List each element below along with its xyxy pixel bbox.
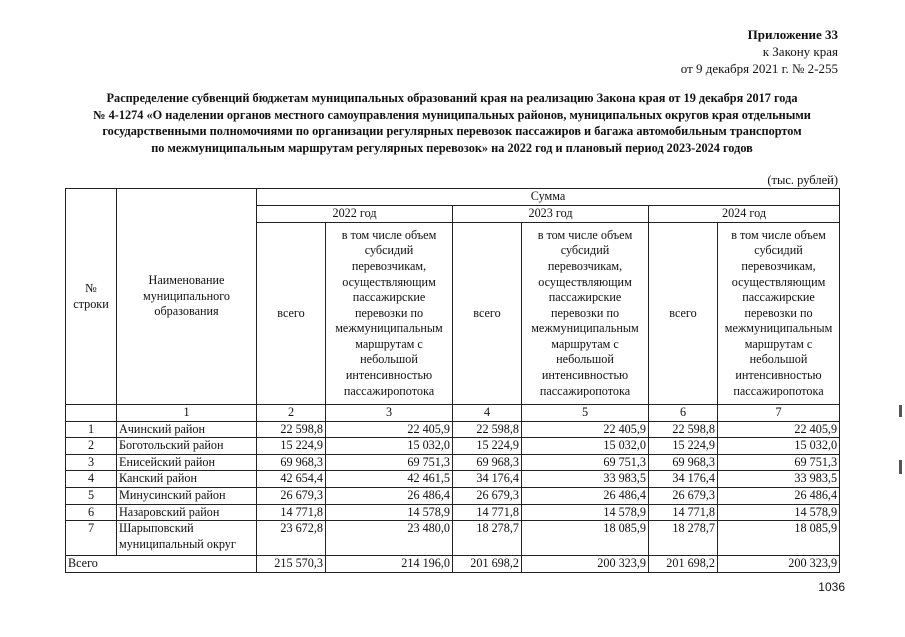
total-value: 215 570,3: [257, 556, 326, 573]
value-cell: 15 032,0: [718, 438, 840, 455]
header-subsidy-2023: в том числе объем субсидий перевозчикам, осуществляющим пассажирские перевозки по межмуниципальным маршрутам с небольшой интенсивностью пассажиропотока: [522, 223, 649, 405]
value-cell: 18 278,7: [649, 521, 718, 556]
value-cell: 14 578,9: [718, 504, 840, 521]
value-cell: 34 176,4: [453, 471, 522, 488]
value-cell: 69 751,3: [326, 454, 453, 471]
appendix-law: к Закону края: [762, 44, 838, 59]
value-cell: 14 578,9: [326, 504, 453, 521]
value-cell: 26 486,4: [326, 487, 453, 504]
row-name: Боготольский район: [117, 438, 257, 455]
row-name: Ачинский район: [117, 421, 257, 438]
header-row-number: № строки: [66, 189, 117, 405]
row-number: 2: [66, 438, 117, 455]
value-cell: 23 672,8: [257, 521, 326, 556]
value-cell: 15 032,0: [522, 438, 649, 455]
value-cell: 26 486,4: [522, 487, 649, 504]
col-num: 7: [718, 405, 840, 422]
col-num-empty: [66, 405, 117, 422]
row-number: 4: [66, 471, 117, 488]
table-row: [66, 487, 840, 504]
value-cell: 34 176,4: [649, 471, 718, 488]
header-name: Наименование муниципального образования: [117, 189, 257, 405]
document-title: [66, 90, 838, 156]
table-row: [66, 521, 840, 556]
title-line-3: государственными полномочиями по организации регулярных перевозок пассажиров и багажа автомобильным транспортом: [102, 124, 802, 138]
total-value: 201 698,2: [453, 556, 522, 573]
scan-mark-1: [899, 405, 902, 417]
column-number-row: [66, 405, 840, 422]
value-cell: 33 983,5: [522, 471, 649, 488]
total-label: Всего: [66, 556, 257, 573]
table-row: [66, 504, 840, 521]
col-num: 4: [453, 405, 522, 422]
value-cell: 42 654,4: [257, 471, 326, 488]
value-cell: 18 278,7: [453, 521, 522, 556]
scan-mark-2: [899, 460, 902, 474]
header-year-2024: 2024 год: [649, 206, 840, 223]
value-cell: 15 032,0: [326, 438, 453, 455]
value-cell: 14 578,9: [522, 504, 649, 521]
col-num: 2: [257, 405, 326, 422]
value-cell: 26 679,3: [257, 487, 326, 504]
row-name: Шарыповский муниципальный округ: [117, 521, 257, 556]
total-row: [66, 556, 840, 573]
total-value: 200 323,9: [718, 556, 840, 573]
header-year-2023: 2023 год: [453, 206, 649, 223]
title-line-2: № 4-1274 «О наделении органов местного самоуправления муниципальных районов, муниципальных округов края отдельными: [93, 107, 811, 122]
table-row: [66, 438, 840, 455]
table-row: [66, 421, 840, 438]
col-num: 5: [522, 405, 649, 422]
header-subsidy-2024: в том числе объем субсидий перевозчикам, осуществляющим пассажирские перевозки по межмуниципальным маршрутам с небольшой интенсивностью пассажиропотока: [718, 223, 840, 405]
total-value: 214 196,0: [326, 556, 453, 573]
value-cell: 22 405,9: [326, 421, 453, 438]
value-cell: 23 480,0: [326, 521, 453, 556]
value-cell: 22 598,8: [453, 421, 522, 438]
total-value: 201 698,2: [649, 556, 718, 573]
value-cell: 14 771,8: [257, 504, 326, 521]
value-cell: 42 461,5: [326, 471, 453, 488]
value-cell: 26 486,4: [718, 487, 840, 504]
value-cell: 22 405,9: [522, 421, 649, 438]
title-line-4: по межмуниципальным маршрутам регулярных перевозок» на 2022 год и плановый период 2023-2024 годов: [151, 140, 753, 155]
header-total-2024: всего: [649, 223, 718, 405]
value-cell: 22 405,9: [718, 421, 840, 438]
value-cell: 18 085,9: [718, 521, 840, 556]
row-number: 3: [66, 454, 117, 471]
value-cell: 14 771,8: [453, 504, 522, 521]
row-name: Назаровский район: [117, 504, 257, 521]
value-cell: 69 968,3: [257, 454, 326, 471]
row-name: Канский район: [117, 471, 257, 488]
row-number: 7: [66, 521, 117, 556]
row-number: 5: [66, 487, 117, 504]
col-num: 3: [326, 405, 453, 422]
total-value: 200 323,9: [522, 556, 649, 573]
table-row: [66, 454, 840, 471]
page-number: 1036: [818, 580, 845, 594]
header-total-2023: всего: [453, 223, 522, 405]
value-cell: 14 771,8: [649, 504, 718, 521]
value-cell: 69 968,3: [649, 454, 718, 471]
header-year-2022: 2022 год: [257, 206, 453, 223]
appendix-title: Приложение 33: [747, 27, 838, 42]
appendix-date: от 9 декабря 2021 г. № 2-255: [680, 61, 838, 76]
value-cell: 15 224,9: [453, 438, 522, 455]
value-cell: 15 224,9: [649, 438, 718, 455]
col-num: 1: [117, 405, 257, 422]
row-number: 6: [66, 504, 117, 521]
value-cell: 69 751,3: [522, 454, 649, 471]
value-cell: 26 679,3: [649, 487, 718, 504]
units-label: (тыс. рублей): [767, 173, 838, 187]
value-cell: 15 224,9: [257, 438, 326, 455]
value-cell: 69 968,3: [453, 454, 522, 471]
header-total-2022: всего: [257, 223, 326, 405]
value-cell: 26 679,3: [453, 487, 522, 504]
table-row: [66, 471, 840, 488]
row-number: 1: [66, 421, 117, 438]
value-cell: 33 983,5: [718, 471, 840, 488]
value-cell: 22 598,8: [257, 421, 326, 438]
value-cell: 22 598,8: [649, 421, 718, 438]
title-line-1: Распределение субвенций бюджетам муниципальных образований края на реализацию Закона края от 19 декабря 2017 года: [106, 91, 798, 105]
header-subsidy-2022: в том числе объем субсидий перевозчикам, осуществляющим пассажирские перевозки по межмуниципальным маршрутам с небольшой интенсивностью пассажиропотока: [326, 223, 453, 405]
value-cell: 18 085,9: [522, 521, 649, 556]
header-sum: Сумма: [257, 189, 840, 206]
row-name: Минусинский район: [117, 487, 257, 504]
value-cell: 69 751,3: [718, 454, 840, 471]
col-num: 6: [649, 405, 718, 422]
distribution-table: [65, 188, 840, 573]
header-row-sum: [66, 189, 840, 206]
appendix-header: [681, 26, 838, 77]
row-name: Енисейский район: [117, 454, 257, 471]
